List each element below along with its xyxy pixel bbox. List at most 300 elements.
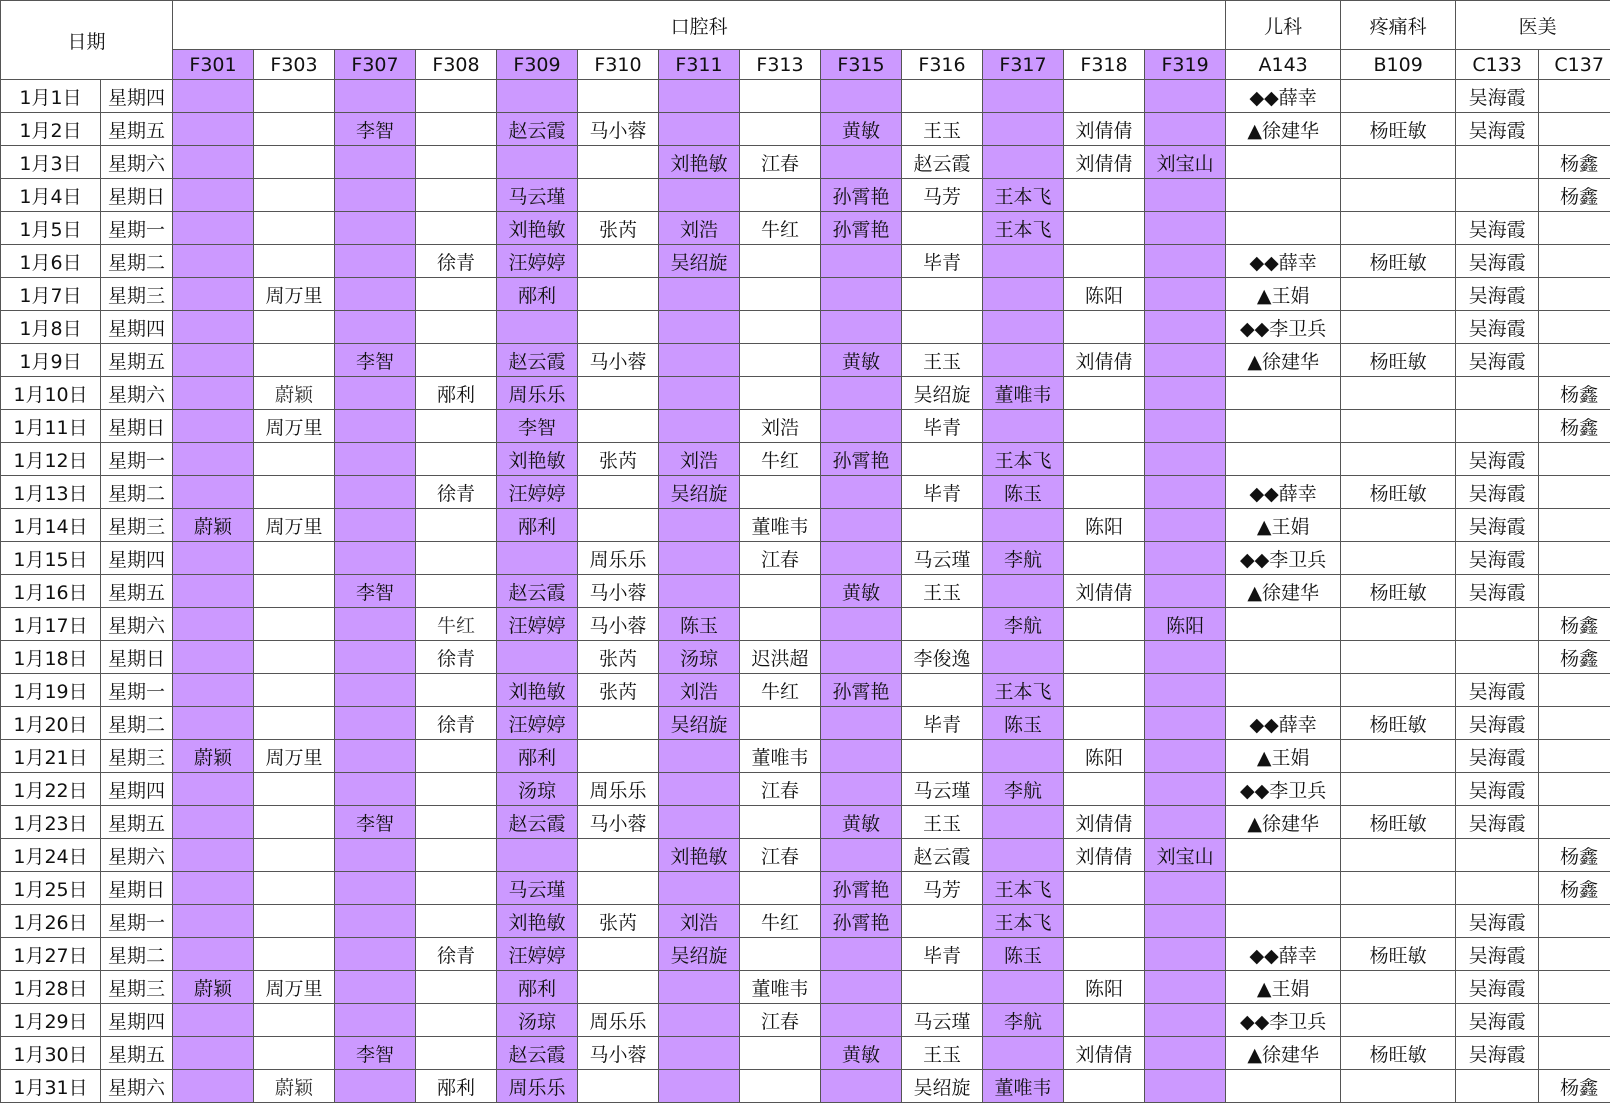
- schedule-cell: [1064, 212, 1145, 245]
- schedule-cell: [1456, 146, 1539, 179]
- schedule-cell: 陈玉: [983, 938, 1064, 971]
- schedule-cell: [578, 278, 659, 311]
- schedule-cell: 吴海霞: [1456, 740, 1539, 773]
- table-row: [1, 938, 1610, 971]
- schedule-cell: 赵云霞: [902, 146, 983, 179]
- schedule-cell: [254, 938, 335, 971]
- table-row: [1, 80, 1610, 113]
- schedule-cell: [335, 542, 416, 575]
- schedule-cell: 毕青: [902, 707, 983, 740]
- schedule-cell: 刘浩: [659, 443, 740, 476]
- date-cell: 1月11日: [1, 410, 101, 443]
- schedule-cell: [254, 80, 335, 113]
- schedule-cell: [254, 707, 335, 740]
- schedule-cell: [821, 641, 902, 674]
- date-cell: 1月22日: [1, 773, 101, 806]
- schedule-cell: [416, 113, 497, 146]
- schedule-cell: 张芮: [578, 212, 659, 245]
- schedule-cell: [1145, 212, 1226, 245]
- schedule-cell: 刘艳敏: [497, 905, 578, 938]
- schedule-cell: 蔚颖: [173, 971, 254, 1004]
- schedule-cell: [578, 839, 659, 872]
- schedule-cell: [983, 641, 1064, 674]
- schedule-cell: 周乐乐: [497, 377, 578, 410]
- schedule-cell: ◆◆李卫兵: [1226, 773, 1341, 806]
- schedule-cell: [578, 179, 659, 212]
- weekday-cell: 星期四: [101, 1004, 173, 1037]
- schedule-cell: 张芮: [578, 674, 659, 707]
- schedule-cell: [902, 80, 983, 113]
- schedule-cell: [497, 542, 578, 575]
- schedule-cell: 陈玉: [659, 608, 740, 641]
- schedule-cell: [1341, 773, 1456, 806]
- schedule-cell: 吴海霞: [1456, 674, 1539, 707]
- schedule-cell: [1064, 410, 1145, 443]
- schedule-cell: [983, 1037, 1064, 1070]
- schedule-cell: 刘浩: [659, 674, 740, 707]
- schedule-cell: [416, 509, 497, 542]
- schedule-cell: [1064, 938, 1145, 971]
- schedule-cell: 徐青: [416, 707, 497, 740]
- schedule-cell: ▲徐建华: [1226, 1037, 1341, 1070]
- room-header: F311: [659, 50, 740, 80]
- schedule-cell: 陈阳: [1064, 278, 1145, 311]
- schedule-cell: 王本飞: [983, 674, 1064, 707]
- schedule-cell: [1539, 80, 1610, 113]
- schedule-cell: [983, 971, 1064, 1004]
- schedule-cell: 孙霄艳: [821, 674, 902, 707]
- schedule-cell: [416, 1004, 497, 1037]
- schedule-cell: 吴海霞: [1456, 1037, 1539, 1070]
- schedule-cell: 刘倩倩: [1064, 806, 1145, 839]
- schedule-cell: 吴海霞: [1456, 806, 1539, 839]
- schedule-cell: 吴绍旋: [659, 938, 740, 971]
- schedule-cell: 吴绍旋: [902, 1070, 983, 1103]
- schedule-cell: 张芮: [578, 641, 659, 674]
- room-header: F310: [578, 50, 659, 80]
- date-cell: 1月29日: [1, 1004, 101, 1037]
- schedule-cell: [821, 707, 902, 740]
- schedule-cell: 杨鑫: [1539, 839, 1610, 872]
- schedule-cell: [1341, 1004, 1456, 1037]
- schedule-cell: [416, 971, 497, 1004]
- schedule-cell: [173, 938, 254, 971]
- date-cell: 1月2日: [1, 113, 101, 146]
- schedule-cell: [1064, 245, 1145, 278]
- schedule-cell: [1226, 179, 1341, 212]
- schedule-cell: 黄敏: [821, 344, 902, 377]
- schedule-cell: 吴海霞: [1456, 773, 1539, 806]
- schedule-cell: [1341, 212, 1456, 245]
- schedule-cell: [1539, 509, 1610, 542]
- schedule-cell: [1539, 674, 1610, 707]
- schedule-cell: [821, 245, 902, 278]
- schedule-cell: 刘艳敏: [659, 146, 740, 179]
- schedule-cell: [254, 905, 335, 938]
- schedule-cell: [416, 443, 497, 476]
- schedule-cell: [578, 80, 659, 113]
- schedule-cell: 王玉: [902, 806, 983, 839]
- table-row: [1, 212, 1610, 245]
- schedule-cell: 吴海霞: [1456, 212, 1539, 245]
- schedule-cell: [173, 344, 254, 377]
- schedule-cell: [1145, 410, 1226, 443]
- schedule-cell: [1456, 377, 1539, 410]
- department-header: 疼痛科: [1341, 1, 1456, 50]
- weekday-cell: 星期一: [101, 212, 173, 245]
- schedule-cell: 汤琼: [659, 641, 740, 674]
- schedule-cell: [821, 410, 902, 443]
- schedule-cell: 江春: [740, 773, 821, 806]
- schedule-cell: [254, 542, 335, 575]
- weekday-cell: 星期一: [101, 443, 173, 476]
- schedule-cell: 董唯韦: [740, 971, 821, 1004]
- schedule-cell: [740, 179, 821, 212]
- date-cell: 1月18日: [1, 641, 101, 674]
- schedule-cell: [1064, 674, 1145, 707]
- schedule-cell: [659, 740, 740, 773]
- date-cell: 1月31日: [1, 1070, 101, 1103]
- schedule-cell: [578, 707, 659, 740]
- schedule-cell: [254, 839, 335, 872]
- schedule-cell: 马云瑾: [902, 542, 983, 575]
- table-row: [1, 608, 1610, 641]
- schedule-cell: 杨旺敏: [1341, 938, 1456, 971]
- schedule-cell: [1539, 113, 1610, 146]
- schedule-cell: 刘宝山: [1145, 146, 1226, 179]
- schedule-cell: [416, 806, 497, 839]
- date-cell: 1月9日: [1, 344, 101, 377]
- schedule-cell: [1539, 1004, 1610, 1037]
- schedule-cell: 王玉: [902, 1037, 983, 1070]
- schedule-cell: [1145, 1037, 1226, 1070]
- room-header: F319: [1145, 50, 1226, 80]
- table-row: [1, 146, 1610, 179]
- room-header: F316: [902, 50, 983, 80]
- schedule-cell: [578, 245, 659, 278]
- schedule-cell: [173, 1004, 254, 1037]
- date-cell: 1月1日: [1, 80, 101, 113]
- table-row: [1, 509, 1610, 542]
- weekday-cell: 星期日: [101, 179, 173, 212]
- schedule-cell: [254, 641, 335, 674]
- schedule-cell: [173, 278, 254, 311]
- schedule-cell: [578, 971, 659, 1004]
- schedule-cell: [740, 245, 821, 278]
- schedule-cell: [1064, 476, 1145, 509]
- schedule-cell: [659, 806, 740, 839]
- schedule-cell: 刘艳敏: [659, 839, 740, 872]
- room-header: B109: [1341, 50, 1456, 80]
- schedule-cell: 杨鑫: [1539, 608, 1610, 641]
- schedule-cell: [1064, 542, 1145, 575]
- schedule-cell: [740, 575, 821, 608]
- weekday-cell: 星期六: [101, 1070, 173, 1103]
- schedule-cell: [1145, 344, 1226, 377]
- schedule-cell: [1064, 377, 1145, 410]
- schedule-cell: 董唯韦: [740, 509, 821, 542]
- schedule-cell: [254, 872, 335, 905]
- schedule-cell: [1145, 80, 1226, 113]
- schedule-cell: [497, 80, 578, 113]
- schedule-cell: [254, 1004, 335, 1037]
- schedule-cell: 王本飞: [983, 905, 1064, 938]
- schedule-cell: [1539, 542, 1610, 575]
- date-cell: 1月13日: [1, 476, 101, 509]
- schedule-cell: 杨旺敏: [1341, 476, 1456, 509]
- schedule-cell: 杨旺敏: [1341, 707, 1456, 740]
- schedule-cell: [659, 575, 740, 608]
- schedule-cell: [659, 1004, 740, 1037]
- schedule-cell: [1145, 311, 1226, 344]
- schedule-cell: [1226, 839, 1341, 872]
- schedule-cell: 吴海霞: [1456, 938, 1539, 971]
- schedule-cell: [983, 311, 1064, 344]
- schedule-cell: [173, 311, 254, 344]
- schedule-cell: [1341, 410, 1456, 443]
- schedule-cell: 吴绍旋: [659, 245, 740, 278]
- schedule-cell: [335, 641, 416, 674]
- weekday-cell: 星期三: [101, 509, 173, 542]
- schedule-cell: [1341, 377, 1456, 410]
- schedule-cell: [335, 278, 416, 311]
- schedule-cell: [821, 740, 902, 773]
- schedule-cell: [740, 608, 821, 641]
- schedule-cell: [1145, 905, 1226, 938]
- date-cell: 1月27日: [1, 938, 101, 971]
- schedule-cell: [902, 740, 983, 773]
- schedule-cell: [335, 971, 416, 1004]
- schedule-cell: [1341, 674, 1456, 707]
- schedule-cell: [1145, 179, 1226, 212]
- schedule-cell: 王本飞: [983, 872, 1064, 905]
- schedule-cell: [497, 146, 578, 179]
- schedule-cell: [1226, 212, 1341, 245]
- schedule-cell: 吴海霞: [1456, 311, 1539, 344]
- schedule-cell: 吴海霞: [1456, 113, 1539, 146]
- date-cell: 1月20日: [1, 707, 101, 740]
- schedule-cell: [740, 80, 821, 113]
- schedule-cell: [821, 1004, 902, 1037]
- weekday-cell: 星期五: [101, 344, 173, 377]
- schedule-cell: [578, 410, 659, 443]
- schedule-cell: [1456, 608, 1539, 641]
- schedule-cell: [578, 872, 659, 905]
- schedule-cell: 陈阳: [1064, 971, 1145, 1004]
- schedule-cell: [173, 905, 254, 938]
- schedule-cell: 张芮: [578, 443, 659, 476]
- schedule-cell: 刘浩: [659, 212, 740, 245]
- schedule-cell: [416, 179, 497, 212]
- room-header: F303: [254, 50, 335, 80]
- schedule-cell: 黄敏: [821, 575, 902, 608]
- weekday-cell: 星期五: [101, 575, 173, 608]
- schedule-cell: 刘倩倩: [1064, 575, 1145, 608]
- schedule-cell: 赵云霞: [497, 575, 578, 608]
- schedule-cell: 吴海霞: [1456, 278, 1539, 311]
- schedule-cell: 王玉: [902, 344, 983, 377]
- schedule-cell: 李智: [335, 806, 416, 839]
- schedule-cell: 汪婷婷: [497, 608, 578, 641]
- table-row: [1, 278, 1610, 311]
- schedule-cell: 毕青: [902, 938, 983, 971]
- schedule-cell: [1145, 773, 1226, 806]
- schedule-cell: [1064, 80, 1145, 113]
- schedule-cell: [821, 80, 902, 113]
- schedule-cell: 汤琼: [497, 773, 578, 806]
- schedule-cell: [1226, 905, 1341, 938]
- schedule-cell: [1539, 773, 1610, 806]
- schedule-cell: [254, 212, 335, 245]
- schedule-cell: [335, 839, 416, 872]
- schedule-cell: 李智: [335, 1037, 416, 1070]
- schedule-cell: 马小蓉: [578, 344, 659, 377]
- weekday-cell: 星期六: [101, 146, 173, 179]
- schedule-cell: [983, 113, 1064, 146]
- schedule-cell: [416, 146, 497, 179]
- schedule-cell: [821, 542, 902, 575]
- schedule-cell: [1226, 641, 1341, 674]
- schedule-cell: [173, 641, 254, 674]
- schedule-cell: [1341, 839, 1456, 872]
- table-row: [1, 311, 1610, 344]
- schedule-cell: [1341, 608, 1456, 641]
- schedule-cell: [821, 773, 902, 806]
- weekday-cell: 星期五: [101, 113, 173, 146]
- schedule-cell: [254, 773, 335, 806]
- date-cell: 1月6日: [1, 245, 101, 278]
- schedule-cell: 刘艳敏: [497, 212, 578, 245]
- schedule-cell: [1341, 641, 1456, 674]
- schedule-cell: [659, 773, 740, 806]
- weekday-cell: 星期六: [101, 839, 173, 872]
- schedule-cell: ▲王娟: [1226, 740, 1341, 773]
- schedule-cell: 李智: [335, 344, 416, 377]
- schedule-cell: [983, 740, 1064, 773]
- table-row: [1, 1037, 1610, 1070]
- department-header: 口腔科: [173, 1, 1226, 50]
- schedule-cell: ◆◆薛幸: [1226, 938, 1341, 971]
- schedule-cell: [1064, 641, 1145, 674]
- table-row: [1, 674, 1610, 707]
- schedule-cell: 蔚颖: [254, 1070, 335, 1103]
- schedule-cell: 李航: [983, 608, 1064, 641]
- schedule-cell: [416, 905, 497, 938]
- schedule-cell: ▲王娟: [1226, 509, 1341, 542]
- date-cell: 1月3日: [1, 146, 101, 179]
- schedule-cell: [578, 740, 659, 773]
- schedule-cell: 周万里: [254, 740, 335, 773]
- department-header: 医美: [1456, 1, 1610, 50]
- schedule-cell: [254, 443, 335, 476]
- date-cell: 1月5日: [1, 212, 101, 245]
- schedule-cell: [1341, 872, 1456, 905]
- schedule-cell: 汪婷婷: [497, 707, 578, 740]
- schedule-cell: 吴绍旋: [902, 377, 983, 410]
- schedule-cell: [173, 377, 254, 410]
- date-cell: 1月28日: [1, 971, 101, 1004]
- schedule-cell: 刘倩倩: [1064, 146, 1145, 179]
- schedule-cell: [416, 1037, 497, 1070]
- schedule-cell: 刘艳敏: [497, 443, 578, 476]
- schedule-cell: 邴利: [497, 509, 578, 542]
- schedule-cell: 刘倩倩: [1064, 344, 1145, 377]
- table-row: [1, 410, 1610, 443]
- schedule-cell: [659, 542, 740, 575]
- schedule-cell: [1145, 575, 1226, 608]
- schedule-cell: 毕青: [902, 410, 983, 443]
- schedule-cell: 杨鑫: [1539, 1070, 1610, 1103]
- weekday-cell: 星期三: [101, 278, 173, 311]
- schedule-cell: [821, 509, 902, 542]
- schedule-cell: [173, 113, 254, 146]
- room-header: C133: [1456, 50, 1539, 80]
- schedule-cell: ▲王娟: [1226, 278, 1341, 311]
- schedule-cell: 李智: [335, 575, 416, 608]
- schedule-cell: ◆◆李卫兵: [1226, 311, 1341, 344]
- schedule-cell: [1145, 641, 1226, 674]
- schedule-cell: [1064, 608, 1145, 641]
- schedule-cell: 马小蓉: [578, 608, 659, 641]
- weekday-cell: 星期四: [101, 773, 173, 806]
- schedule-cell: [1145, 674, 1226, 707]
- schedule-cell: 孙霄艳: [821, 212, 902, 245]
- schedule-cell: [659, 410, 740, 443]
- schedule-cell: [416, 839, 497, 872]
- schedule-cell: [1539, 443, 1610, 476]
- schedule-cell: 张芮: [578, 905, 659, 938]
- weekday-cell: 星期六: [101, 377, 173, 410]
- schedule-cell: 杨鑫: [1539, 641, 1610, 674]
- schedule-cell: 吴海霞: [1456, 905, 1539, 938]
- schedule-cell: [578, 938, 659, 971]
- schedule-cell: [173, 443, 254, 476]
- schedule-cell: 吴海霞: [1456, 476, 1539, 509]
- schedule-cell: ◆◆李卫兵: [1226, 542, 1341, 575]
- schedule-cell: [1145, 971, 1226, 1004]
- schedule-cell: [821, 938, 902, 971]
- weekday-cell: 星期四: [101, 542, 173, 575]
- schedule-cell: [740, 476, 821, 509]
- schedule-cell: [821, 608, 902, 641]
- schedule-cell: [983, 344, 1064, 377]
- schedule-cell: [1539, 707, 1610, 740]
- schedule-cell: [416, 278, 497, 311]
- schedule-cell: [416, 872, 497, 905]
- schedule-cell: 邴利: [497, 740, 578, 773]
- schedule-cell: [902, 674, 983, 707]
- weekday-cell: 星期日: [101, 641, 173, 674]
- table-row: [1, 344, 1610, 377]
- schedule-cell: [254, 113, 335, 146]
- schedule-cell: [335, 707, 416, 740]
- schedule-cell: 孙霄艳: [821, 179, 902, 212]
- room-header: F307: [335, 50, 416, 80]
- schedule-cell: [1341, 146, 1456, 179]
- date-cell: 1月21日: [1, 740, 101, 773]
- schedule-cell: [1145, 740, 1226, 773]
- schedule-cell: ▲徐建华: [1226, 575, 1341, 608]
- schedule-cell: [416, 575, 497, 608]
- table-row: [1, 773, 1610, 806]
- schedule-cell: 王本飞: [983, 212, 1064, 245]
- schedule-cell: [902, 278, 983, 311]
- table-row: [1, 179, 1610, 212]
- weekday-cell: 星期日: [101, 872, 173, 905]
- schedule-cell: 杨旺敏: [1341, 344, 1456, 377]
- schedule-cell: 吴海霞: [1456, 80, 1539, 113]
- schedule-cell: [740, 377, 821, 410]
